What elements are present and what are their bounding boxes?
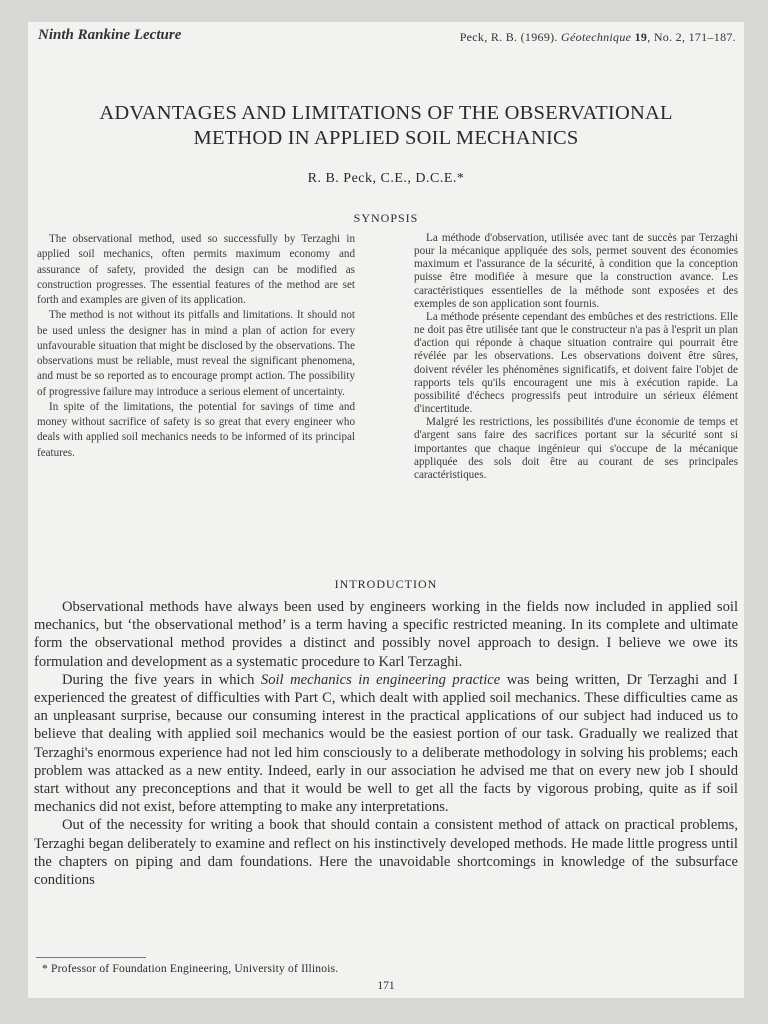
footnote-divider [36,957,146,958]
synopsis-english-paragraph: The observational method, used so successfully by Terzaghi in applied soil mechanics, often permits maximum economy and assurance of safety, provided the design can be modified as construction progresses. The essential features of the method are set forth and examples are given of its application. [37,233,355,306]
title-line-1: ADVANTAGES AND LIMITATIONS OF THE OBSERVATIONAL [99,102,673,124]
synopsis-french-paragraph: La méthode présente cependant des embûches et des restrictions. Elle ne doit pas être utilisée tant que le constructeur n'a pas à l'esprit un plan d'action qui réponde à chaque situation contraire qui pourrait être révélée par les observations. Les observations doivent être sûres, doivent révéler les phénomènes significatifs, et doivent faire l'objet de rapports tels qu'ils encouragent une mis à exécution rapide. La possibilité d'échecs progressifs peut introduire un sérieux élément d'incertitude. [414,310,738,416]
introduction-body [34,598,738,889]
introduction-heading: INTRODUCTION [334,577,438,591]
title-line-2: METHOD IN APPLIED SOIL MECHANICS [193,127,579,149]
body-text-span: was being written, Dr Terzaghi and I experienced the greatest of difficulties with Part C, which dealt with applied soil mechanics. These difficulties came as an unpleasant surprise, because our consuming interest in the practical applications of our subject had induced us to believe that dealing with applied soil mechanics would be the easiest portion of our task. Gradually we realized that Terzaghi's enormous experience had not led him consciously to a deliberate methodology in solving his problems; each problem was attacked as a new entity. Indeed, early in our association he advised me that on every new job I should start without any preconceptions and that it would be well to get all the facts by vigorous probing, quite as if soil mechanics did not exist, before attempting to make any interpretations. [34,671,739,816]
synopsis-english-paragraph: In spite of the limitations, the potential for savings of time and money without sacrifice of safety is so great that every engineer who deals with applied soil mechanics needs to be informed of its principal features. [37,400,355,459]
citation-header [460,30,736,45]
body-text-span: During the five years in which [62,671,261,688]
body-paragraph: Out of the necessity for writing a book that should contain a consistent method of attack on practical problems, Terzaghi began deliberately to examine and reflect on his instinctively developed methods. He made little progress until the chapters on piping and dam foundations. Here the unavoidable shortcomings in knowledge of the subsurface conditions [34,817,738,889]
footnote: * Professor of Foundation Engineering, University of Illinois. [42,963,339,975]
synopsis-heading: SYNOPSIS [353,211,419,225]
journal-name: Géotechnique [561,30,632,44]
paper-title [28,101,744,151]
journal-page [28,22,744,998]
synopsis-french-paragraph: Malgré les restrictions, les possibilités d'une économie de temps et d'argent sans faire des sacrifices portant sur la sécurité sont si importantes que chaque ingénieur qui s'occupe de la mécanique appliquée des sols doit être au courant de ses principales caractéristiques. [414,416,738,481]
body-paragraph [34,671,738,817]
journal-volume: 19 [634,30,648,44]
synopsis-english-paragraph: The method is not without its pitfalls and limitations. It should not be used unless the designer has in mind a plan of action for every unfavourable situation that might be disclosed by the observations. The observations must be reliable, must reveal the significant phenomena, and must be so reported as to encourage prompt action. The possibility of progressive failure may introduce a serious element of uncertainty. [37,309,355,398]
synopsis-french-paragraph: La méthode d'observation, utilisée avec tant de succès par Terzaghi pour la mécanique appliquée des sols, permet souvent des économies maximum et l'assurance de la sécurité, à condition que la conception puisse être modifiée à mesure que la construction avance. Les caractéristiques essentielles de la méthode sont exposées et des exemples de son application sont fournis. [414,232,738,310]
synopsis-english-column [37,232,355,461]
page-number: 171 [377,980,395,992]
body-paragraph: Observational methods have always been used by engineers working in the fields now included in applied soil mechanics, but ‘the observational method’ is a term having a specific restricted meaning. In its complete and ultimate form the observational method provides a distinct and possibly novel approach to design. I believe we owe its formulation and development as a systematic procedure to Karl Terzaghi. [34,599,738,670]
author-line: R. B. Peck, C.E., D.C.E.* [307,171,465,186]
lecture-series-label: Ninth Rankine Lecture [38,27,182,43]
citation-author: Peck, R. B. (1969). [459,30,558,44]
synopsis-french-column [414,232,738,482]
journal-issue-pages: , No. 2, 171–187. [647,30,736,44]
book-title: Soil mechanics in engineering practice [260,671,501,688]
